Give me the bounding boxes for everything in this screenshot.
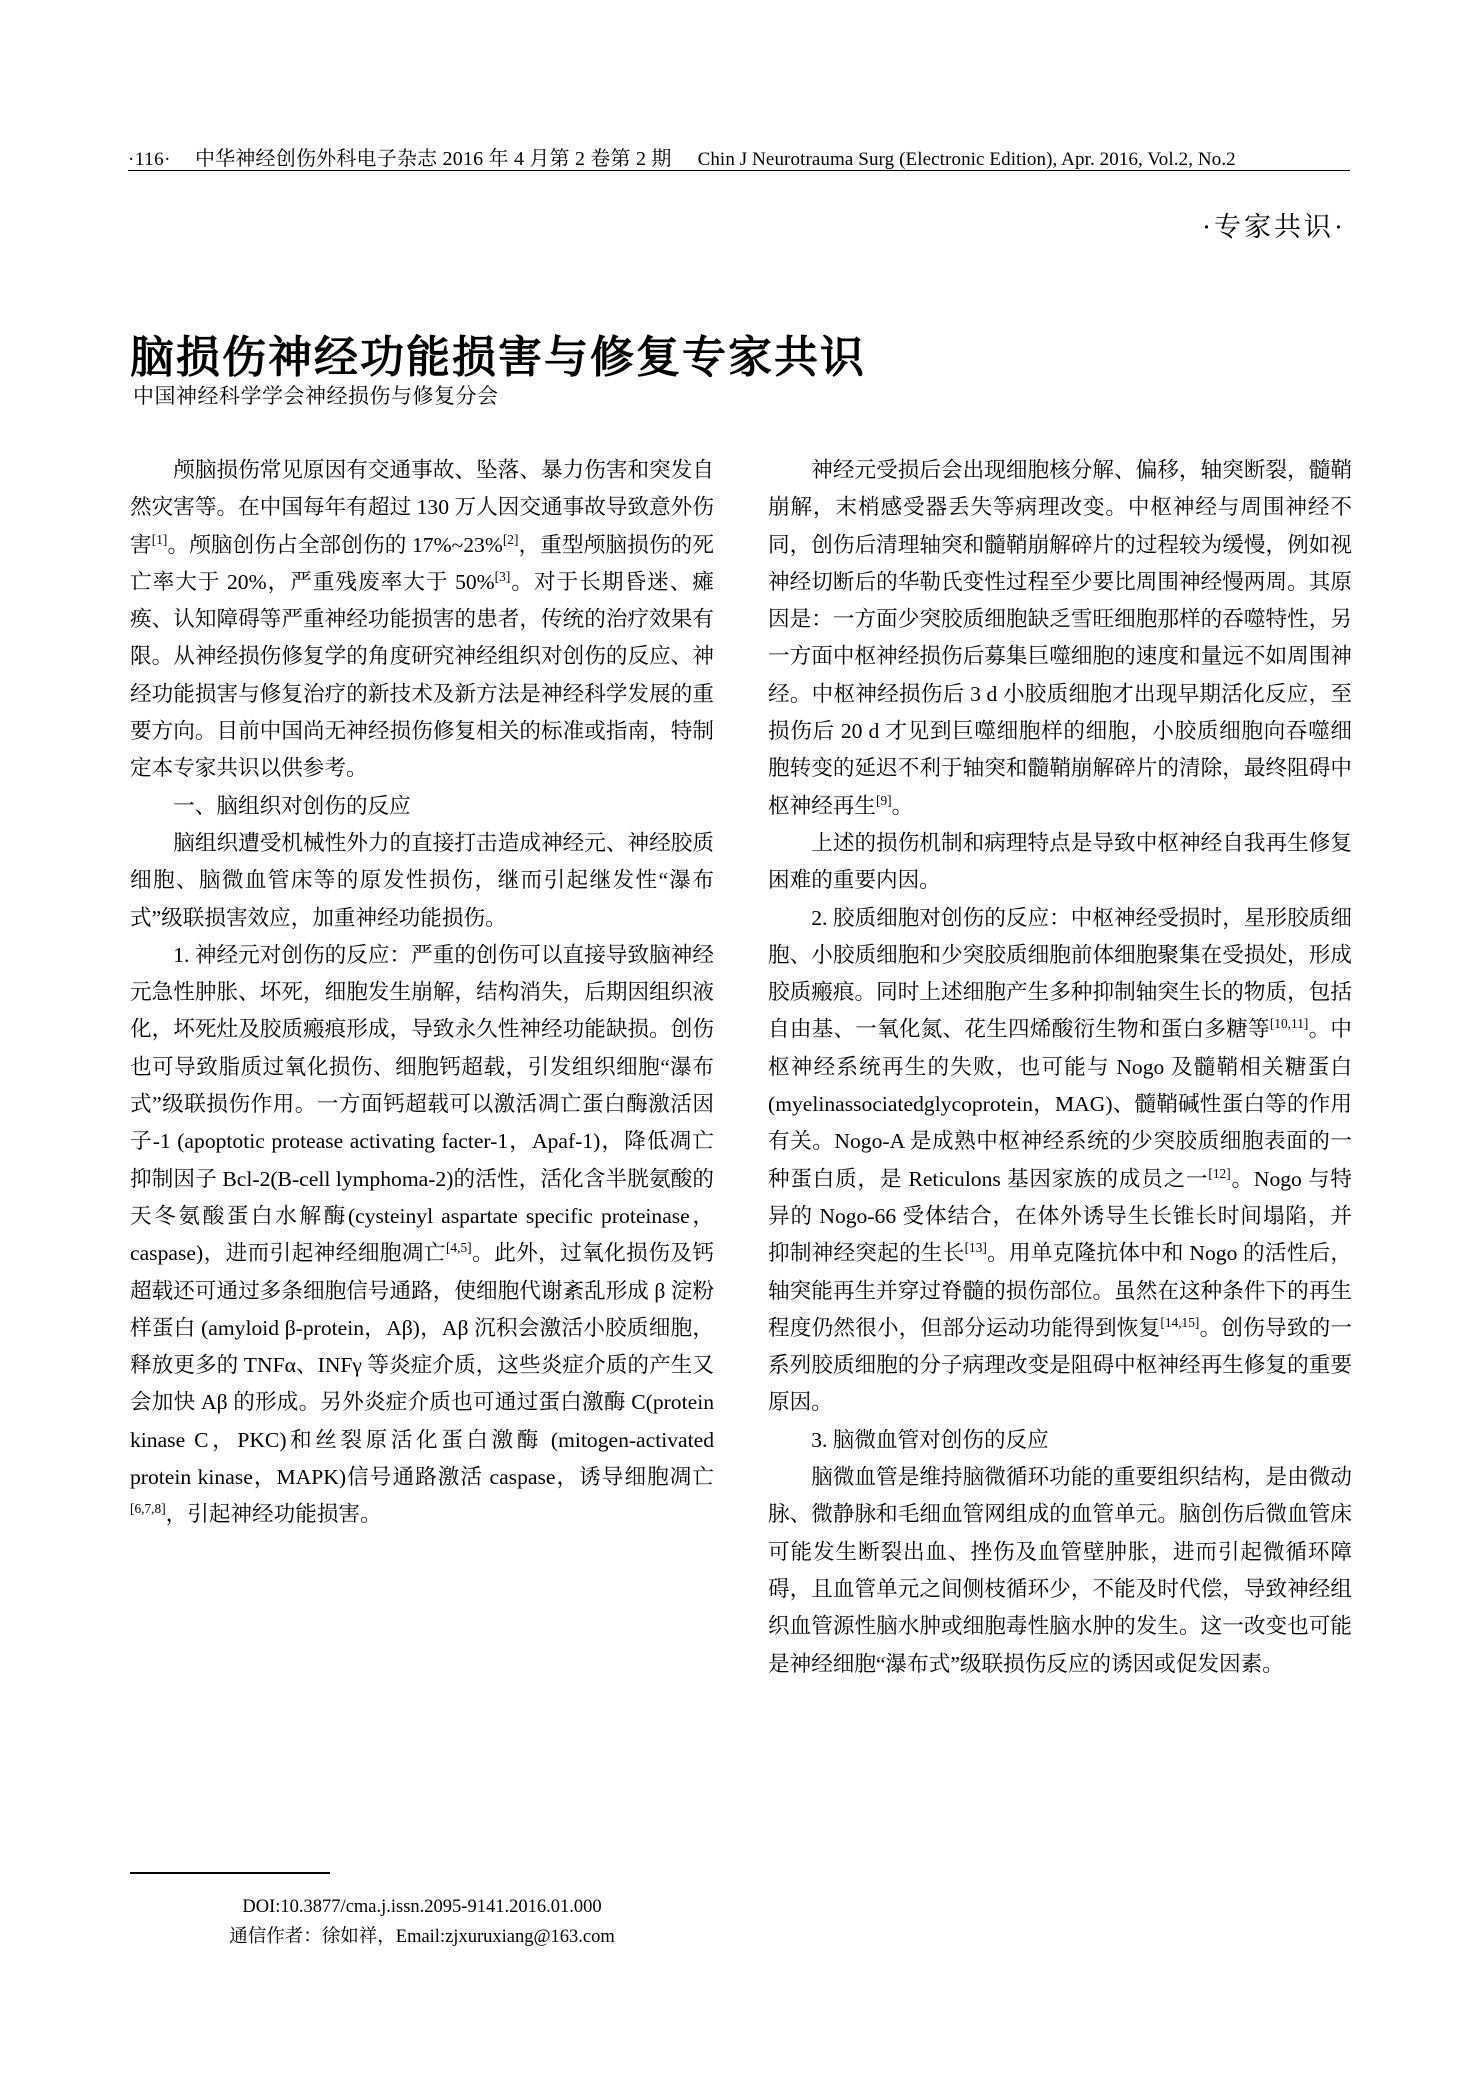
- page-folio: ·116·: [128, 149, 171, 170]
- paragraph: 3. 脑微血管对创伤的反应: [811, 1427, 1049, 1452]
- journal-title-cn: 中华神经创伤外科电子杂志 2016 年 4 月第 2 卷第 2 期: [194, 148, 672, 170]
- doi-line: DOI:10.3877/cma.j.issn.2095-9141.2016.01.000: [242, 1896, 602, 1917]
- paragraph: 颅脑损伤常见原因有交通事故、坠落、暴力伤害和突发自然灾害等。在中国每年有超过 130 万人因交通事故导致意外伤害[1]。颅脑创伤占全部创伤的 17%~23%[2]，重型颅脑损伤的死亡率大于 20%，严重残废率大于 50%[3]。对于长期昏迷、瘫痪、认知障碍等严重神经功能损害的患者，传统的治疗效果有限。从神经损伤修复学的角度研究神经组织对创伤的反应、神经功能损害与修复治疗的新技术及新方法是神经科学发展的重要方向。目前中国尚无神经损伤修复相关的标准或指南，特制定本专家共识以供参考。: [130, 458, 714, 781]
- journal-title-en: Chin J Neurotrauma Surg (Electronic Edition), Apr. 2016, Vol.2, No.2: [697, 149, 1236, 170]
- paragraph: 上述的损伤机制和病理特点是导致中枢神经自我再生修复困难的重要内因。: [768, 830, 1352, 893]
- byline: 中国神经科学学会神经损伤与修复分会: [133, 384, 499, 408]
- paragraph: 神经元受损后会出现细胞核分解、偏移，轴突断裂，髓鞘崩解，末梢感受器丢失等病理改变。中枢神经与周围神经不同，创伤后清理轴突和髓鞘崩解碎片的过程较为缓慢，例如视神经切断后的华勒氏变性过程至少要比周围神经慢两周。其原因是：一方面少突胶质细胞缺乏雪旺细胞那样的吞噬特性，另一方面中枢神经损伤后募集巨噬细胞的速度和量远不如周围神经。中枢神经损伤后 3 d 小胶质细胞才出现早期活化反应，至损伤后 20 d 才见到巨噬细胞样的细胞，小胶质细胞向吞噬细胞转变的延迟不利于轴突和髓鞘崩解碎片的清除，最终阻碍中枢神经再生[9]。: [768, 458, 1352, 818]
- correspondence-line: 通信作者：徐如祥，Email:zjxuruxiang@163.com: [229, 1926, 615, 1947]
- article-category: ·专家共识·: [1202, 212, 1346, 242]
- paragraph: 一、脑组织对创伤的反应: [173, 793, 411, 818]
- footnote-rule: [130, 1872, 330, 1874]
- page-title: 脑损伤神经功能损害与修复专家共识: [130, 333, 866, 383]
- paragraph: 2. 胶质细胞对创伤的反应：中枢神经受损时，星形胶质细胞、小胶质细胞和少突胶质细胞前体细胞聚集在受损处，形成胶质瘢痕。同时上述细胞产生多种抑制轴突生长的物质，包括自由基、一氧化氮、花生四烯酸衍生物和蛋白多糖等[10,11]。中枢神经系统再生的失败，也可能与 Nogo 及髓鞘相关糖蛋白(myelinassociatedglycoprotein，MAG)、髓鞘碱性蛋白等的作用有关。Nogo-A 是成熟中枢神经系统的少突胶质细胞表面的一种蛋白质，是 Reticulons 基因家族的成员之一[12]。Nogo 与特异的 Nogo-66 受体结合，在体外诱导生长锥长时间塌陷，并抑制神经突起的生长[13]。用单克隆抗体中和 Nogo 的活性后，轴突能再生并穿过脊髓的损伤部位。虽然在这种条件下的再生程度仍然很小，但部分运动功能得到恢复[14,15]。创伤导致的一系列胶质细胞的分子病理改变是阻碍中枢神经再生修复的重要原因。: [768, 905, 1352, 1415]
- paragraph: 1. 神经元对创伤的反应：严重的创伤可以直接导致脑神经元急性肿胀、坏死，细胞发生崩解，结构消失，后期因组织液化，坏死灶及胶质瘢痕形成，导致永久性神经功能缺损。创伤也可导致脂质过氧化损伤、细胞钙超载，引发组织细胞“瀑布式”级联损伤作用。一方面钙超载可以激活凋亡蛋白酶激活因子-1 (apoptotic protease activating facter-1，Apaf-1)，降低凋亡抑制因子 Bcl-2(B-cell lymphoma-2)的活性，活化含半胱氨酸的天冬氨酸蛋白水解酶(cysteinyl aspartate specific proteinase，caspase)，进而引起神经细胞凋亡[4,5]。此外，过氧化损伤及钙超载还可通过多条细胞信号通路，使细胞代谢紊乱形成 β 淀粉样蛋白 (amyloid β-protein，Aβ)，Aβ 沉积会激活小胶质细胞，释放更多的 TNFα、INFγ 等炎症介质，这些炎症介质的产生又会加快 Aβ 的形成。另外炎症介质也可通过蛋白激酶 C(protein kinase C，PKC)和丝裂原活化蛋白激酶 (mitogen-activated protein kinase，MAPK)信号通路激活 caspase，诱导细胞凋亡[6,7,8]，引起神经功能损害。: [130, 942, 714, 1527]
- body-column-left: [130, 452, 714, 1534]
- paragraph: 脑组织遭受机械性外力的直接打击造成神经元、神经胶质细胞、脑微血管床等的原发性损伤，继而引起继发性“瀑布式”级联损害效应，加重神经功能损伤。: [130, 830, 714, 930]
- footnote-block: [130, 1872, 714, 1952]
- running-head: [128, 142, 1358, 171]
- body-column-right: [768, 452, 1352, 1683]
- paragraph: 脑微血管是维持脑微循环功能的重要组织结构，是由微动脉、微静脉和毛细血管网组成的血管单元。脑创伤后微血管床可能发生断裂出血、挫伤及血管壁肿胀，进而引起微循环障碍，且血管单元之间侧枝循环少，不能及时代偿，导致神经组织血管源性脑水肿或细胞毒性脑水肿的发生。这一改变也可能是神经细胞“瀑布式”级联损伤反应的诱因或促发因素。: [768, 1465, 1352, 1676]
- header-rule: [128, 170, 1350, 171]
